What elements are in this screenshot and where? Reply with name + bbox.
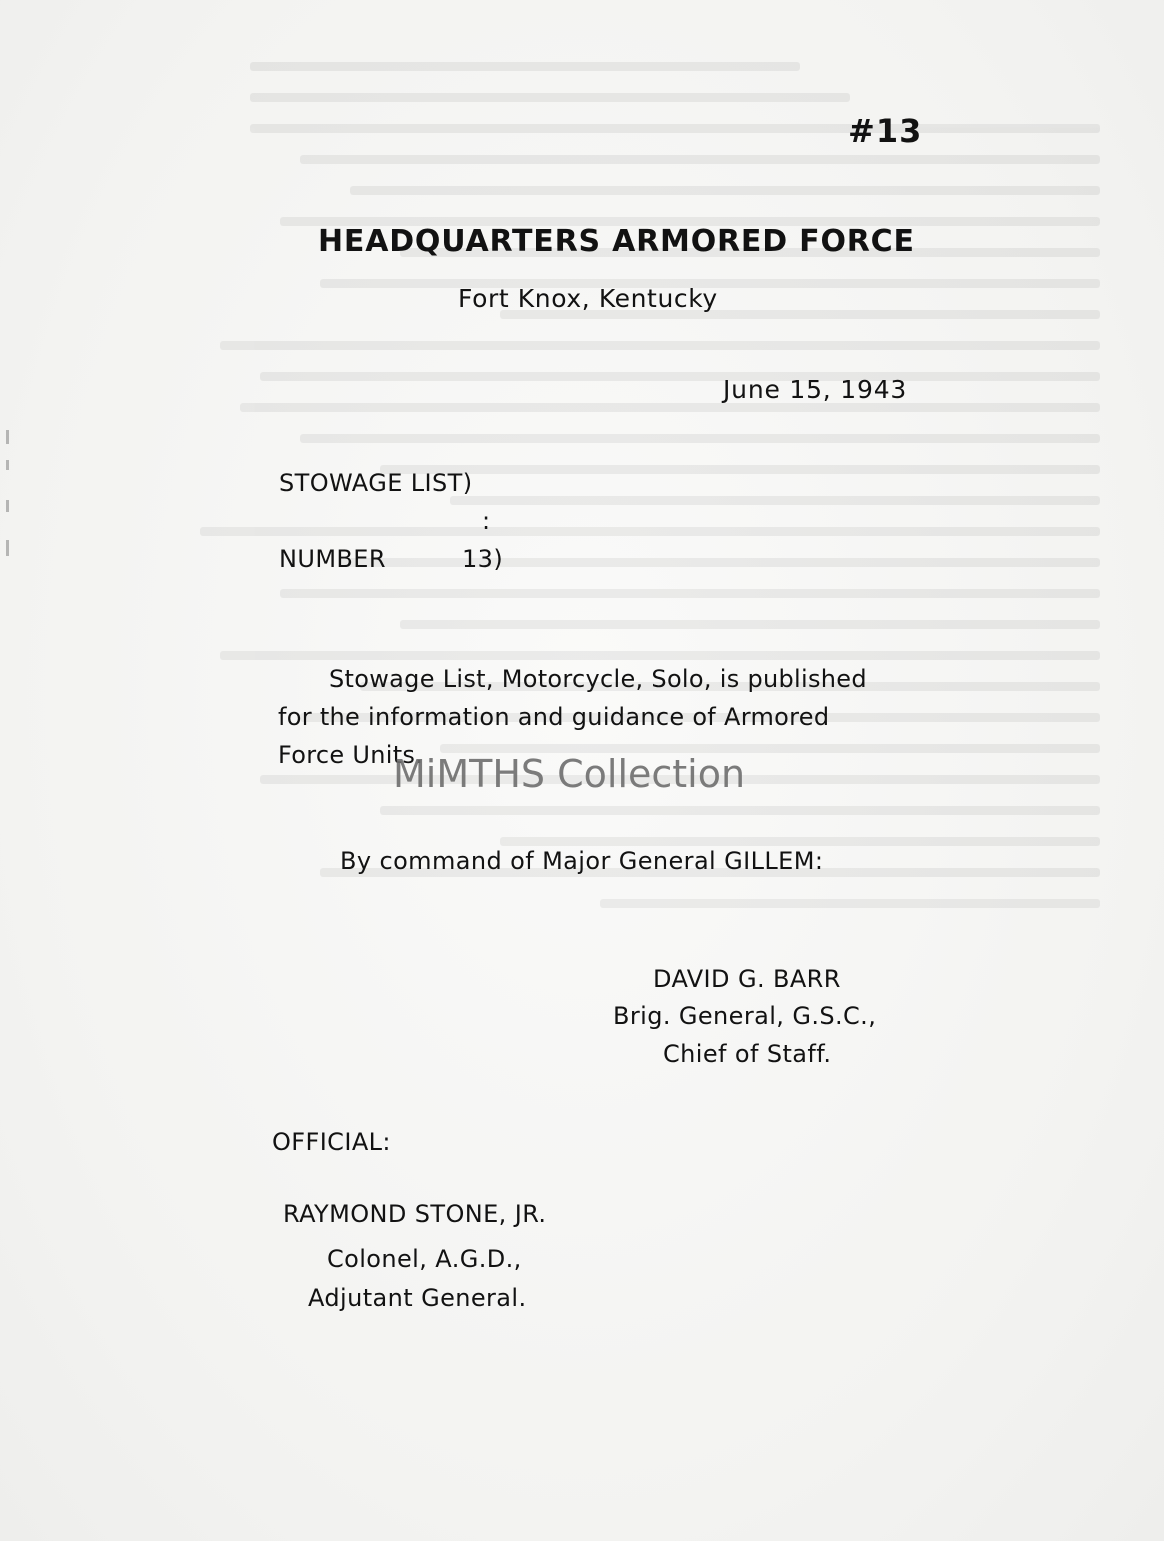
edge-mark: [6, 500, 9, 512]
document-number: #13: [848, 112, 923, 150]
body-line: Stowage List, Motorcycle, Solo, is published: [329, 665, 867, 693]
body-line: Force Units.: [278, 741, 424, 769]
signatory-name: DAVID G. BARR: [653, 965, 841, 993]
collection-watermark: MiMTHS Collection: [393, 752, 746, 796]
stowage-colon: :: [482, 507, 491, 535]
command-line: By command of Major General GILLEM:: [340, 847, 824, 875]
official-rank: Colonel, A.G.D.,: [327, 1245, 522, 1273]
official-name: RAYMOND STONE, JR.: [283, 1200, 547, 1228]
edge-mark: [6, 460, 9, 470]
body-line: for the information and guidance of Armored: [278, 703, 830, 731]
edge-mark: [6, 540, 9, 556]
headquarters-title: HEADQUARTERS ARMORED FORCE: [318, 224, 915, 259]
number-value: 13): [462, 545, 504, 573]
number-label: NUMBER: [279, 545, 386, 573]
location: Fort Knox, Kentucky: [458, 284, 718, 313]
signatory-rank: Brig. General, G.S.C.,: [613, 1002, 877, 1030]
signatory-title: Chief of Staff.: [663, 1040, 832, 1068]
official-label: OFFICIAL:: [272, 1128, 391, 1156]
edge-mark: [6, 430, 9, 444]
stowage-list-label: STOWAGE LIST): [279, 469, 473, 497]
official-title: Adjutant General.: [308, 1284, 527, 1312]
date: June 15, 1943: [723, 375, 908, 404]
